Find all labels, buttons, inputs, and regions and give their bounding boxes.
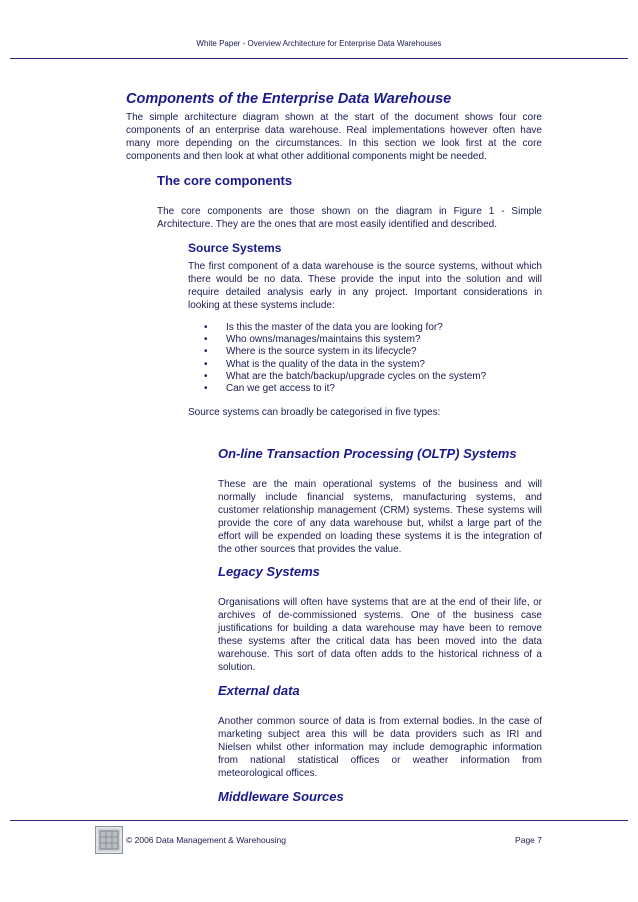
footer-rule [10, 820, 628, 821]
source-types-intro: Source systems can broadly be categorised in five types: [188, 407, 441, 418]
list-item: • Is this the master of the data you are looking for? [204, 322, 486, 334]
section-intro: The simple architecture diagram shown at the start of the document shows four core components of an enterprise data warehouse. Real implementations however often have many more depending on the circumstances. In this section we look first at the core components and then look at what other additional components might be needed. [126, 112, 542, 162]
running-header: White Paper - Overview Architecture for Enterprise Data Warehouses [196, 39, 442, 48]
legacy-text: Organisations will often have systems that are at the end of their life, or archives of de-commissioned systems. One of the business case justifications for building a data warehouse may have been to remove these systems after the critical data has been moved into the data warehouse. This sort of data often adds to the historical richness of a solution. [218, 597, 542, 673]
considerations-list [204, 322, 486, 395]
oltp-text: These are the main operational systems of the business and will normally include financial systems, manufacturing systems, and customer relationship management (CRM) systems. These systems will provide the core of any data warehouse but, whilst a large part of the effort will be expended on loading these systems it is the integration of the other sources that provides the value. [218, 479, 542, 555]
source-systems-text: The first component of a data warehouse is the source systems, without which there would be no data. These provide the input into the solution and will require detailed analysis early in any project. Important considerations in looking at these systems include: [188, 261, 542, 311]
middleware-heading: Middleware Sources [218, 789, 344, 804]
header-rule [10, 58, 628, 59]
page-number: Page 7 [515, 835, 542, 845]
list-item: • What is the quality of the data in the system? [204, 359, 486, 371]
external-data-text: Another common source of data is from external bodies. In the case of marketing subject area this will be data providers such as IRI and Nielsen whilst other information may include demographic information from national statistical offices or weather information from meteorological offices. [218, 716, 542, 779]
list-item: • Can we get access to it? [204, 383, 486, 395]
list-item: • What are the batch/backup/upgrade cycles on the system? [204, 371, 486, 383]
core-components-heading: The core components [157, 173, 293, 188]
footer-copyright: © 2006 Data Management & Warehousing [126, 835, 286, 845]
section-title: Components of the Enterprise Data Warehouse [126, 91, 452, 107]
legacy-heading: Legacy Systems [218, 564, 320, 579]
list-item: • Where is the source system in its lifecycle? [204, 346, 486, 358]
core-components-text: The core components are those shown on the diagram in Figure 1 - Simple Architecture. They are the ones that are most easily identified and described. [157, 206, 542, 230]
company-logo-icon [95, 826, 123, 854]
source-systems-heading: Source Systems [188, 241, 282, 255]
external-data-heading: External data [218, 683, 300, 698]
oltp-heading: On-line Transaction Processing (OLTP) Systems [218, 446, 517, 461]
list-item: • Who owns/manages/maintains this system? [204, 334, 486, 346]
